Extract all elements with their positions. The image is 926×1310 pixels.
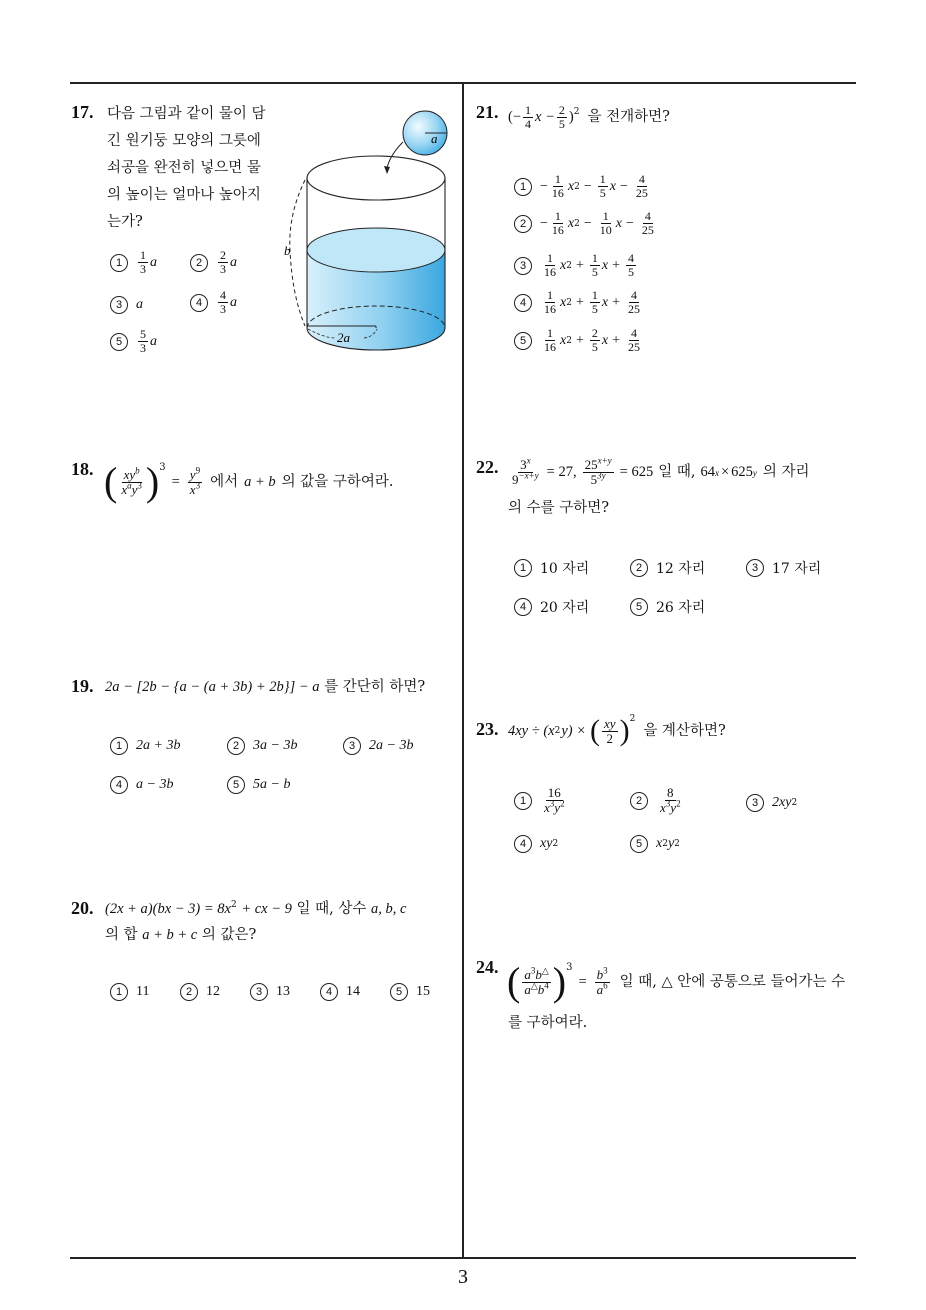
base-label: 2a bbox=[337, 330, 350, 345]
choice-4[interactable]: 4 xy 2 bbox=[514, 835, 558, 853]
fraction: $\frac{y^9}{x^3}$ bbox=[189, 465, 201, 497]
choice-4[interactable]: 4 $\frac{4}{3}$ a bbox=[190, 289, 237, 316]
fraction: $\frac{5}{3}$ bbox=[140, 327, 146, 355]
fraction: $\frac{xy^b}{x^ay^3}$ bbox=[121, 465, 142, 497]
choice-3[interactable] bbox=[110, 296, 143, 314]
question-line: 다음 그림과 같이 물이 담 bbox=[107, 106, 266, 122]
question-number: 17. bbox=[71, 102, 94, 122]
choice-2[interactable]: 2 $\frac{8}{x^3y^2}$ bbox=[630, 786, 685, 815]
choice-1[interactable]: 1 2a + 3b bbox=[110, 737, 180, 755]
choice-3[interactable]: 3 17 자리 bbox=[746, 558, 821, 578]
choice-number: 2 bbox=[190, 254, 208, 272]
choice-number: 4 bbox=[190, 294, 208, 312]
choice-3[interactable]: 3 2a − 3b bbox=[343, 737, 413, 755]
choice-2[interactable]: 2 − $\frac{1}{16}$ x 2 − $\frac{1}{10}$ x − $\frac{4}{25}$ bbox=[514, 210, 658, 237]
question-number: 24. bbox=[476, 957, 499, 977]
choice-number: 5 bbox=[110, 333, 128, 351]
fraction: $\frac{1}{3}$ bbox=[140, 248, 146, 276]
choice-4[interactable]: 4 a − 3b bbox=[110, 776, 173, 794]
sphere-label: a bbox=[431, 131, 438, 146]
choice-5[interactable]: 5 5a − b bbox=[227, 776, 290, 794]
question-expression: $\frac{3^x}{9^{-x+y}}$ = 27, $\frac{25^{x+y}}{5^{3y}}$ = 625 일 때, 64 x × 625 y 의 자리 bbox=[512, 455, 810, 487]
choice-number: 3 bbox=[110, 296, 128, 314]
choice-text: a bbox=[136, 297, 143, 312]
choice-5[interactable]: 5 $\frac{5}{3}$ a bbox=[110, 328, 157, 355]
choice-2[interactable]: 2 12 자리 bbox=[630, 558, 705, 578]
choice-1[interactable]: 1 $\frac{16}{x^3y^2}$ bbox=[514, 786, 569, 815]
choice-1[interactable]: 1 − $\frac{1}{16}$ x 2 − $\frac{1}{5}$ x − $\frac{4}{25}$ bbox=[514, 173, 652, 200]
question-expression: (− $\frac{1}{4}$ x − $\frac{2}{5}$ ) $^2$ 을 전개하면? bbox=[508, 103, 670, 131]
question-line: 를 구하여라. bbox=[508, 1015, 588, 1031]
fraction: $\frac{2}{3}$ bbox=[220, 248, 226, 276]
choice-number: 1 bbox=[110, 254, 128, 272]
choice-1[interactable]: 1 11 bbox=[110, 983, 149, 1001]
question-expression: ( $\frac{a^3b^\triangle}{a^\triangle b^4}$ ) $^3$ = $\frac{b^3}{a^6}$ 일 때, △ 안에 공통으로 들어가는 수 bbox=[507, 959, 846, 1004]
height-label: b bbox=[284, 243, 291, 258]
question-expression: ( $\frac{xy^b}{x^ay^3}$ ) $^3$ = $\frac{y^9}{x^3}$ 에서 a + b 의 값을 구하여라. bbox=[104, 459, 394, 504]
question-number: 21. bbox=[476, 102, 499, 122]
choice-5[interactable]: 5 $\frac{1}{16}$ x 2 + $\frac{2}{5}$ x + $\frac{4}{25}$ bbox=[514, 327, 644, 354]
question-line: 의 수를 구하면? bbox=[508, 500, 610, 516]
question-number: 20. bbox=[71, 898, 94, 918]
choice-5[interactable]: 5 x 2 y 2 bbox=[630, 835, 680, 853]
fraction: $\frac{4}{3}$ bbox=[220, 288, 226, 316]
question-text: 2a − [2b − {a − (a + 3b) + 2b}] − a 를 간단히 하면? bbox=[105, 679, 426, 695]
choice-2[interactable]: 2 $\frac{2}{3}$ a bbox=[190, 249, 237, 276]
question-number: 23. bbox=[476, 719, 499, 739]
question-line: 긴 원기둥 모양의 그릇에 bbox=[107, 133, 261, 149]
question-line: 의 합 a + b + c 의 값은? bbox=[105, 927, 257, 943]
choice-1[interactable]: 1 $\frac{1}{3}$ a bbox=[110, 249, 157, 276]
choice-2[interactable]: 2 12 bbox=[180, 983, 220, 1001]
question-line: 의 높이는 얼마나 높아지 bbox=[107, 187, 261, 203]
choice-2[interactable]: 2 3a − 3b bbox=[227, 737, 297, 755]
question-number: 18. bbox=[71, 459, 94, 479]
choice-1[interactable]: 1 10 자리 bbox=[514, 558, 589, 578]
question-number: 22. bbox=[476, 457, 499, 477]
choice-5[interactable]: 5 26 자리 bbox=[630, 597, 705, 617]
cylinder-figure bbox=[280, 100, 460, 360]
question-expression: 4xy ÷ (x 2 y) × ( $\frac{xy}{2}$ ) $^2$ 을 계산하면? bbox=[508, 714, 726, 747]
choice-4[interactable]: 4 $\frac{1}{16}$ x 2 + $\frac{1}{5}$ x + $\frac{4}{25}$ bbox=[514, 289, 644, 316]
question-number: 19. bbox=[71, 676, 94, 696]
column-divider bbox=[462, 83, 464, 1258]
question-line: 는가? bbox=[107, 214, 143, 230]
question-line: $(2x + a)(bx - 3) = 8x^2$ + cx − 9 일 때, 상수 a, b, c bbox=[105, 900, 407, 917]
question-line: 쇠공을 완전히 넣으면 물 bbox=[107, 160, 261, 176]
choice-4[interactable]: 4 20 자리 bbox=[514, 597, 589, 617]
choice-5[interactable]: 5 15 bbox=[390, 983, 430, 1001]
choice-3[interactable]: 3 $\frac{1}{16}$ x 2 + $\frac{1}{5}$ x + $\frac{4}{5}$ bbox=[514, 252, 638, 279]
choice-4[interactable]: 4 14 bbox=[320, 983, 360, 1001]
choice-3[interactable]: 3 13 bbox=[250, 983, 290, 1001]
page-number: 3 bbox=[458, 1266, 468, 1288]
choice-3[interactable]: 3 2xy 2 bbox=[746, 794, 797, 812]
